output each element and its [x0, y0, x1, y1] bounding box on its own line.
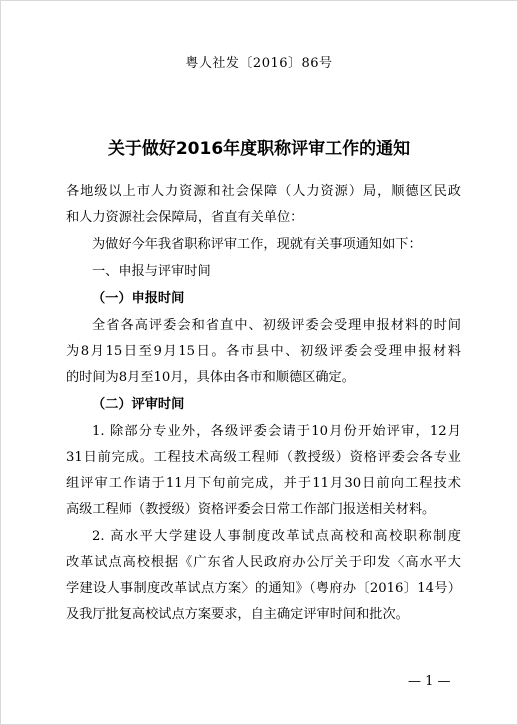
review-item1-line-4: 高级工程师（教授级）资格评委会日常工作部门报送相关材料。 — [66, 502, 436, 517]
review-item2-line-2: 改革试点高校根据《广东省人民政府办公厅关于印发〈高水平大 — [66, 555, 461, 570]
application-time-line-2: 为8月15日至9月15日。各市县中、初级评委会受理申报材料 — [66, 344, 461, 359]
addressee-line-2: 和人力资源社会保障局，省直有关单位： — [66, 210, 304, 225]
page-number: — 1 — — [408, 674, 451, 689]
review-item1-line-3: 组评审工作请于11月下旬前完成，并于11月30日前向工程技术 — [66, 476, 461, 491]
document-title: 关于做好2016年度职称评审工作的通知 — [107, 139, 411, 159]
subsection-heading-review-time: （二）评审时间 — [92, 397, 185, 412]
application-time-line-1: 全省各高评委会和省直中、初级评委会受理申报材料的时间 — [92, 318, 461, 333]
review-item1-line-1: 1. 除部分专业外，各级评委会请于10月份开始评审，12月 — [92, 424, 461, 439]
review-item2-line-4: 及我厅批复高校试点方案要求，自主确定评审时间和批次。 — [66, 607, 409, 622]
intro-paragraph: 为做好今年我省职称评审工作，现就有关事项通知如下： — [92, 237, 422, 252]
subsection-heading-application-time: （一）申报时间 — [92, 291, 185, 306]
addressee-line-1: 各地级以上市人力资源和社会保障（人力资源）局，顺德区民政 — [66, 184, 461, 199]
application-time-line-3: 的时间为8月至10月，具体由各市和顺德区确定。 — [66, 370, 355, 385]
review-item1-line-2: 31日前完成。工程技术高级工程师（教授级）资格评委会各专业 — [66, 450, 461, 465]
review-item2-line-1: 2. 高水平大学建设人事制度改革试点高校和高校职称制度 — [92, 529, 461, 544]
section-heading-1: 一、申报与评审时间 — [92, 264, 211, 279]
review-item2-line-3: 学建设人事制度改革试点方案〉的通知》（粤府办〔2016〕14号） — [66, 581, 461, 596]
document-number: 粤人社发〔2016〕86号 — [185, 56, 333, 71]
